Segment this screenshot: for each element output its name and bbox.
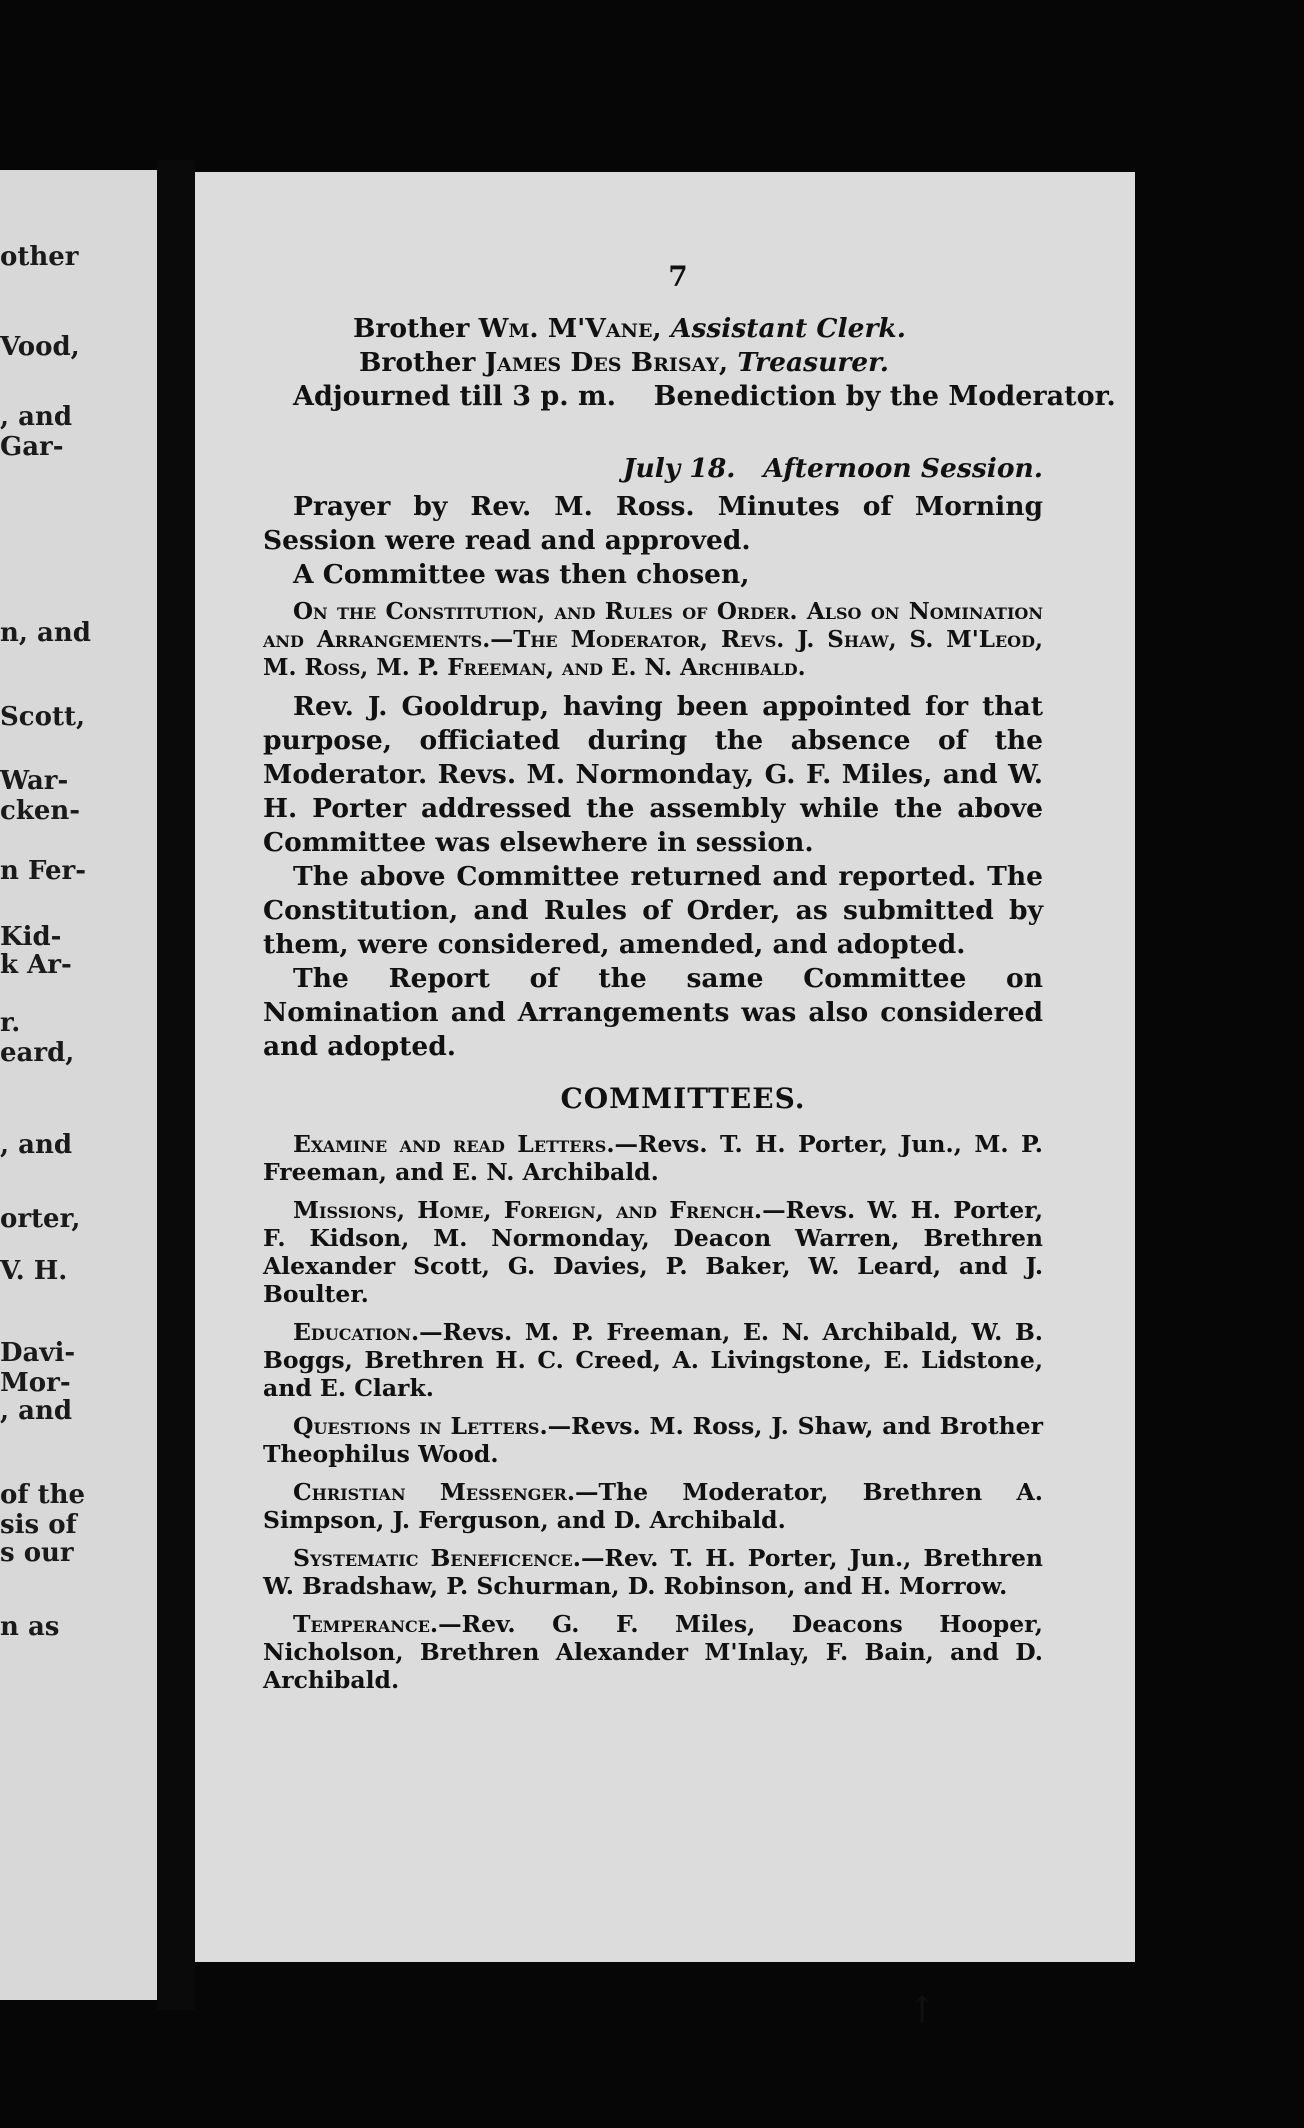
left-fragment-line: r. bbox=[0, 1008, 21, 1038]
left-fragment-line: orter, bbox=[0, 1204, 81, 1234]
committee-title: Examine and read Letters. bbox=[293, 1130, 615, 1158]
left-fragment-line: Vood, bbox=[0, 332, 80, 362]
committee-members: —The Moderator, Brethren A. Simpson, J. Ferguson, and D. Archibald. bbox=[263, 1478, 1043, 1534]
committee-members: —Revs. M. Ross, J. Shaw, and Brother Theophilus Wood. bbox=[263, 1412, 1043, 1468]
left-fragment-line: , and bbox=[0, 1396, 73, 1426]
committee-title: Systematic Beneficence. bbox=[293, 1544, 581, 1572]
officer-role: Treasurer. bbox=[737, 347, 889, 378]
left-fragment-line: other bbox=[0, 242, 79, 272]
committee-members: —Revs. T. H. Porter, Jun., M. P. Freeman, and E. N. Archibald. bbox=[263, 1130, 1043, 1186]
left-fragment-line: eard, bbox=[0, 1038, 75, 1068]
officer-line bbox=[263, 312, 1043, 346]
left-fragment-line: Gar- bbox=[0, 432, 64, 462]
officer-prefix: Brother bbox=[359, 347, 485, 378]
left-fragment-line: n as bbox=[0, 1612, 60, 1642]
officer-line bbox=[263, 346, 1043, 380]
left-fragment-line: War- bbox=[0, 766, 69, 796]
officer-role: Assistant Clerk. bbox=[670, 313, 907, 344]
left-page-fragment bbox=[0, 170, 157, 2000]
report-paragraph: The Report of the same Committee on Nomination and Arrangements was also considered and adopted. bbox=[263, 963, 1043, 1062]
left-fragment-line: Mor- bbox=[0, 1368, 71, 1398]
left-fragment-line: , and bbox=[0, 402, 73, 432]
committee-entry bbox=[263, 1412, 1043, 1468]
ink-mark: ↑ bbox=[907, 1990, 938, 2031]
constitution-committee-paragraph bbox=[263, 598, 1043, 682]
left-fragment-line: of the bbox=[0, 1480, 86, 1510]
left-fragment-line: n Fer- bbox=[0, 856, 87, 886]
left-fragment-line: k Ar- bbox=[0, 950, 72, 980]
left-fragment-line: Davi- bbox=[0, 1338, 76, 1368]
committees-heading: COMMITTEES. bbox=[560, 1082, 806, 1115]
committee-entry bbox=[263, 1196, 1043, 1308]
page-number: 7 bbox=[668, 260, 688, 293]
committee-members: —Revs. W. H. Porter, F. Kidson, M. Normonday, Deacon Warren, Brethren Alexander Scott, G. Davies, P. Baker, W. Leard, and J. Boulter. bbox=[263, 1196, 1043, 1308]
committee-entry bbox=[263, 1130, 1043, 1186]
committee-title: Missions, Home, Foreign, and French. bbox=[293, 1196, 763, 1224]
left-fragment-line: sis of bbox=[0, 1510, 77, 1540]
book-page bbox=[195, 172, 1135, 2031]
officer-name: Wm. M'Vane, bbox=[478, 313, 662, 344]
committee-title: Temperance. bbox=[293, 1610, 439, 1638]
session-name: Afternoon Session. bbox=[763, 453, 1043, 484]
committee-chosen-paragraph: A Committee was then chosen, bbox=[293, 559, 750, 590]
committee-title: Christian Messenger. bbox=[293, 1478, 576, 1506]
left-fragment-line: n, and bbox=[0, 618, 91, 648]
officer-name: James Des Brisay, bbox=[484, 347, 729, 378]
committee-entry bbox=[263, 1478, 1043, 1534]
constitution-heading: On the Constitution, and Rules of Order. bbox=[293, 598, 798, 625]
returned-paragraph: The above Committee returned and reported. The Constitution, and Rules of Order, as submitted by them, were considered, amended, and adopted. bbox=[263, 861, 1043, 960]
committee-entry bbox=[263, 1544, 1043, 1600]
committee-members: —Rev. G. F. Miles, Deacons Hooper, Nicholson, Brethren Alexander M'Inlay, F. Bain, and D. Archibald. bbox=[263, 1610, 1043, 1694]
left-fragment-line: Scott, bbox=[0, 702, 86, 732]
session-heading bbox=[263, 452, 1043, 486]
left-fragment-line: s our bbox=[0, 1538, 74, 1568]
prayer-paragraph: Prayer by Rev. M. Ross. Minutes of Morning Session were read and approved. bbox=[263, 491, 1043, 556]
left-fragment-line: Kid- bbox=[0, 922, 62, 952]
committee-title: Questions in Letters. bbox=[293, 1412, 548, 1440]
left-fragment-line: , and bbox=[0, 1130, 73, 1160]
committee-title: Education. bbox=[293, 1318, 420, 1346]
committee-entry bbox=[263, 1318, 1043, 1402]
session-date: July 18. bbox=[622, 453, 736, 484]
officer-prefix: Brother bbox=[353, 313, 479, 344]
committee-members: —Rev. T. H. Porter, Jun., Brethren W. Bradshaw, P. Schurman, D. Robinson, and H. Morrow. bbox=[263, 1544, 1043, 1600]
gooldrup-paragraph: Rev. J. Gooldrup, having been appointed for that purpose, officiated during the absence of the Moderator. Revs. M. Normonday, G. F. Miles, and W. H. Porter addressed the assembly while the above Committee was elsewhere in session. bbox=[263, 691, 1043, 858]
left-fragment-line: cken- bbox=[0, 796, 81, 826]
page-content bbox=[263, 260, 1116, 1704]
committee-entry bbox=[263, 1610, 1043, 1694]
left-fragment-line: V. H. bbox=[0, 1256, 68, 1286]
committee-members: —Revs. M. P. Freeman, E. N. Archibald, W. B. Boggs, Brethren H. C. Creed, A. Livingstone, E. Lidstone, and E. Clark. bbox=[263, 1318, 1043, 1402]
adjourned-line: Adjourned till 3 p. m. Benediction by the Moderator. bbox=[293, 381, 1116, 412]
constitution-body: Also on Nomination and Arrangements.—The Moderator, Revs. J. Shaw, S. M'Leod, M. Ross, M. P. Freeman, and E. N. Archibald. bbox=[263, 598, 1043, 681]
book-spine bbox=[157, 160, 195, 2010]
